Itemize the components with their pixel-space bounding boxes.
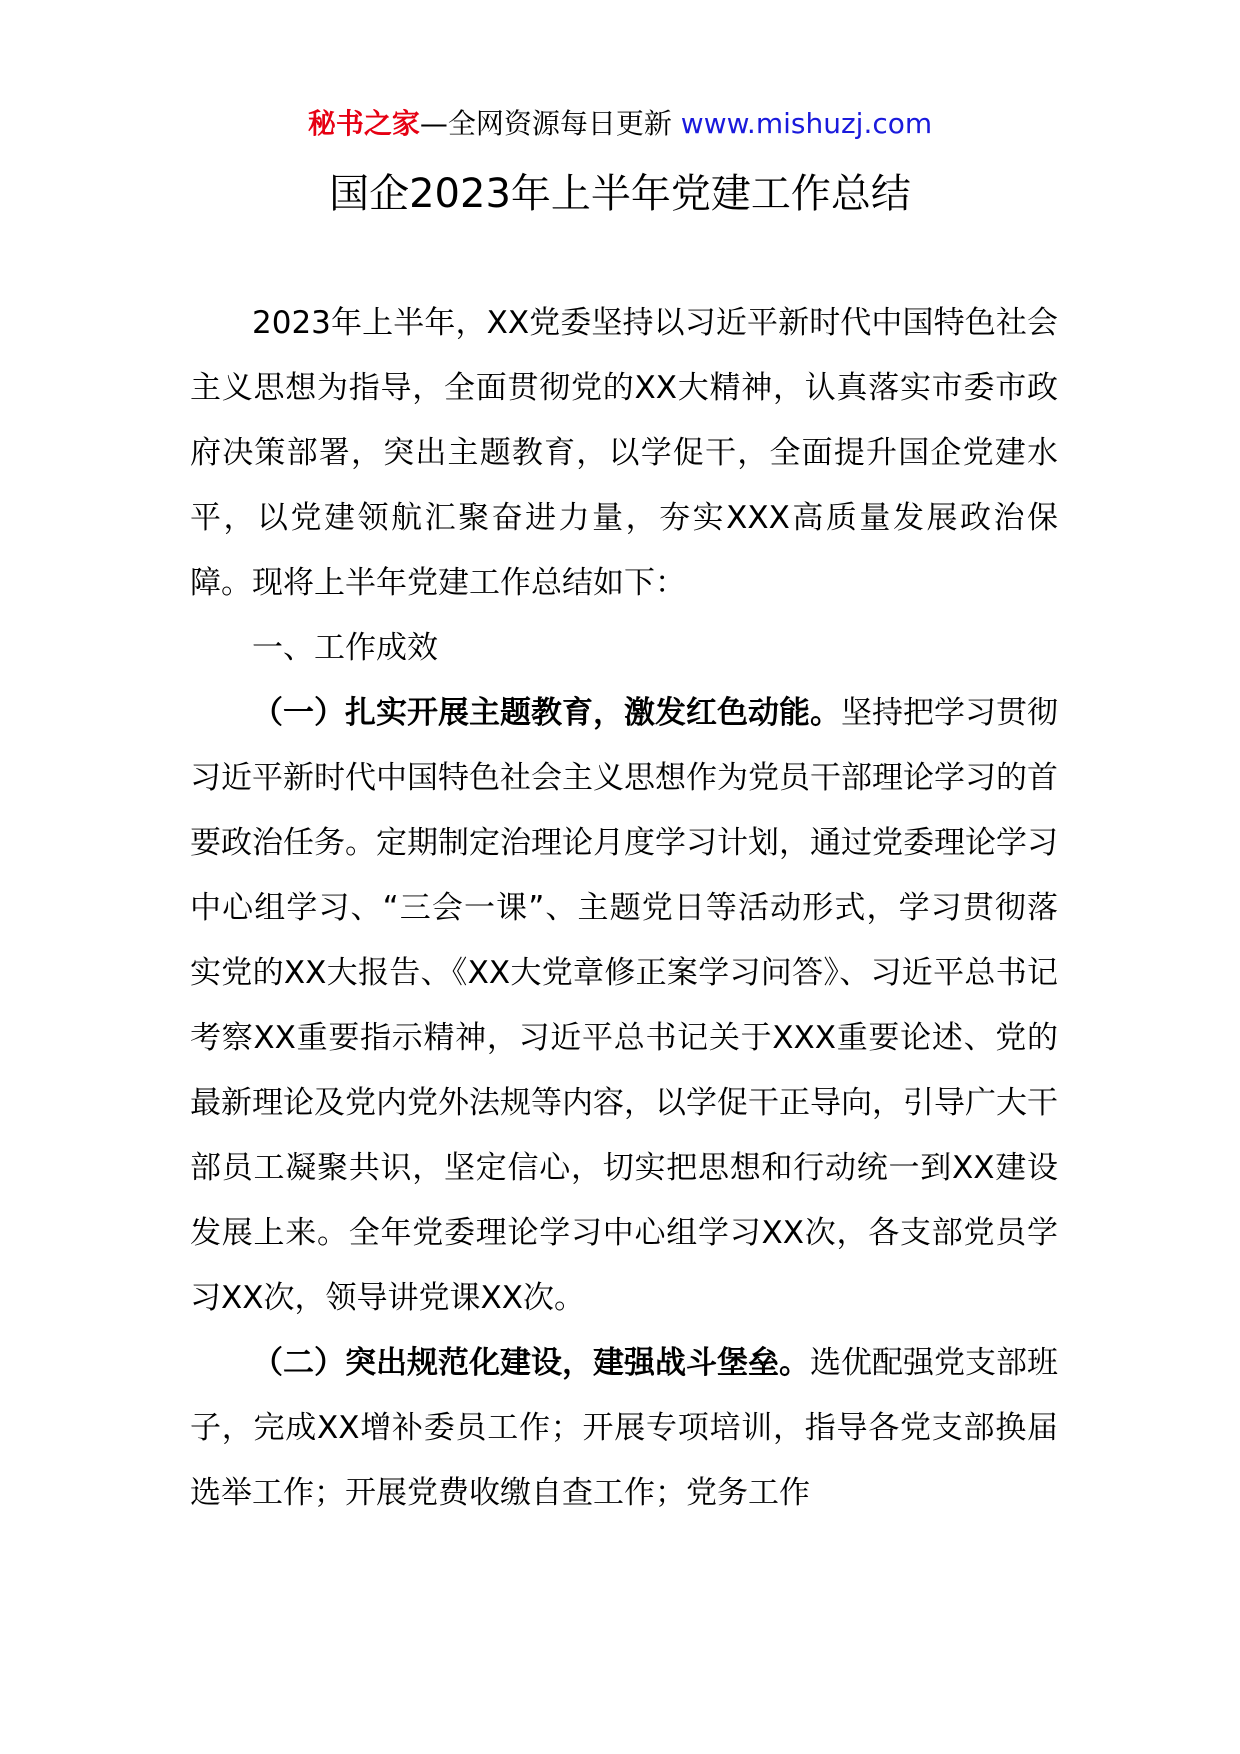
site-url-link[interactable]: www.mishuzj.com: [680, 107, 933, 140]
item-1-text: 坚持把学习贯彻习近平新时代中国特色社会主义思想作为党员干部理论学习的首要政治任务。定期制定治理论月度学习计划，通过党委理论学习中心组学习、“三会一课”、主题党日等活动形式，学习贯彻落实党的XX大报告、《XX大党章修正案学习问答》、习近平总书记考察XX重要指示精神，习近平总书记关于XXX重要论述、党的最新理论及党内党外法规等内容，以学促干正导向，引导广大干部员工凝聚共识，坚定信心，切实把思想和行动统一到XX建设发展上来。全年党委理论学习中心组学习XX次，各支部党员学习XX次，领导讲党课XX次。: [190, 695, 1058, 1316]
item-2-text: 选优配强党支部班子，完成XX增补委员工作；开展专项培训，指导各党支部换届选举工作；开展党费收缴自查工作；党务工作: [190, 1345, 1058, 1511]
site-header: [0, 104, 1240, 144]
document-title: 国企2023年上半年党建工作总结: [329, 171, 911, 217]
brand-name: 秘书之家: [307, 107, 420, 140]
site-slogan: —全网资源每日更新: [419, 107, 672, 140]
item-2-lead: （二）突出规范化建设，建强战斗堡垒。: [252, 1345, 810, 1381]
item-1-paragraph: [190, 681, 1058, 1331]
item-1-lead: （一）扎实开展主题教育，激发红色动能。: [252, 695, 841, 731]
section-heading: 一、工作成效: [252, 630, 438, 666]
item-2-paragraph: [190, 1331, 1058, 1526]
intro-paragraph: 2023年上半年，XX党委坚持以习近平新时代中国特色社会主义思想为指导，全面贯彻党的XX大精神，认真落实市委市政府决策部署，突出主题教育，以学促干，全面提升国企党建水平，以党建领航汇聚奋进力量，夯实XXX高质量发展政治保障。现将上半年党建工作总结如下：: [190, 305, 1058, 601]
document-body: [190, 291, 1058, 1526]
